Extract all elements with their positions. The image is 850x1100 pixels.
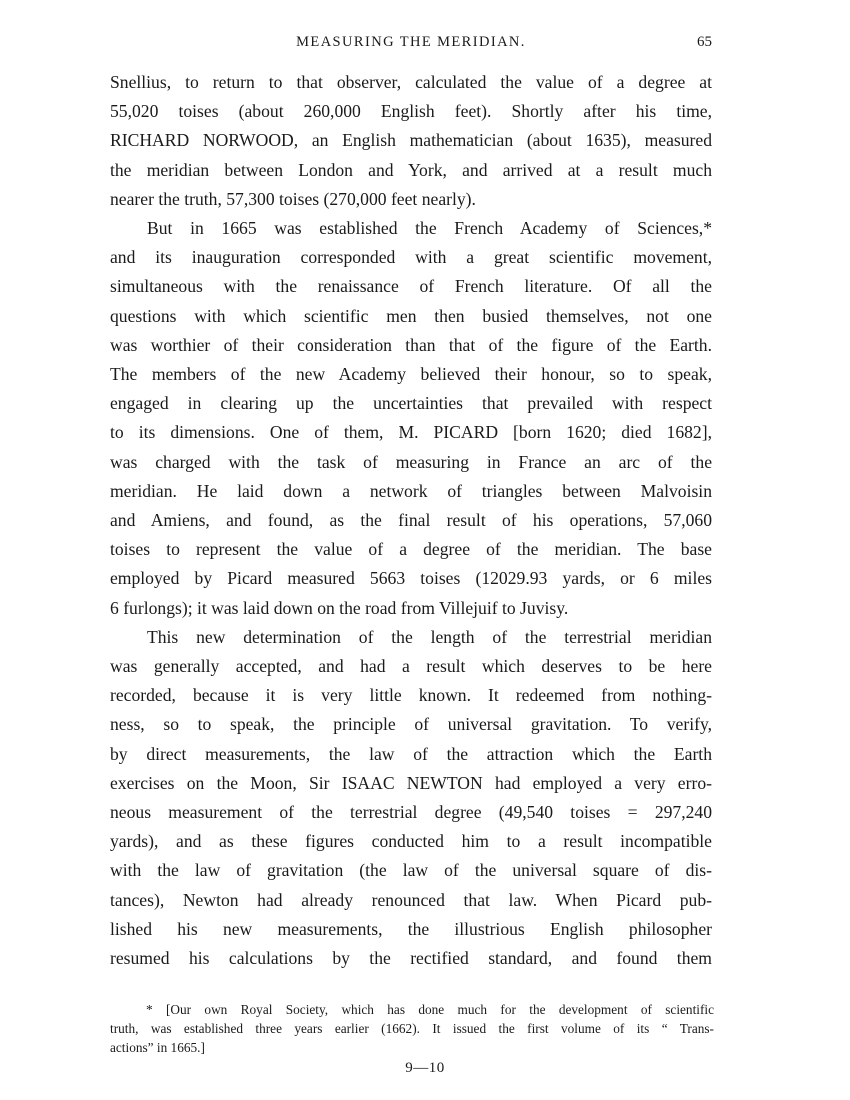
- text-line: and Amiens, and found, as the final result of his operations, 57,060: [110, 510, 712, 531]
- text-line: by direct measurements, the law of the attraction which the Earth: [110, 743, 712, 764]
- text-line: 6 furlongs); it was laid down on the road from Villejuif to Juvisy.: [110, 597, 569, 618]
- text-line: was worthier of their consideration than that of the figure of the Earth.: [110, 334, 712, 355]
- page-header: [110, 34, 712, 56]
- page-number: 65: [697, 34, 712, 50]
- text-line: engaged in clearing up the uncertainties that prevailed with respect: [110, 393, 712, 414]
- text-line: with the law of gravitation (the law of the universal square of dis-: [110, 860, 712, 881]
- text-line: tances), Newton had already renounced that law. When Picard pub-: [110, 889, 712, 910]
- text-line: simultaneous with the renaissance of French literature. Of all the: [110, 276, 712, 297]
- footnote: [110, 1000, 714, 1057]
- text-line: yards), and as these figures conducted him to a result incompatible: [110, 831, 712, 852]
- text-line: employed by Picard measured 5663 toises (12029.93 yards, or 6 miles: [110, 568, 712, 589]
- footnote-line: * [Our own Royal Society, which has done much for the development of scientific: [146, 1002, 714, 1017]
- paragraph-2: [110, 214, 712, 623]
- text-line: Snellius, to return to that observer, calculated the value of a degree at: [110, 72, 712, 92]
- printer-signature-mark: 9—10: [405, 1060, 445, 1076]
- text-line: recorded, because it is very little known. It redeemed from nothing-: [110, 685, 712, 706]
- body-text: [110, 68, 712, 973]
- text-line: neous measurement of the terrestrial degree (49,540 toises = 297,240: [110, 802, 712, 823]
- text-line: to its dimensions. One of them, M. PICARD [born 1620; died 1682],: [110, 422, 712, 443]
- text-line: was charged with the task of measuring in France an arc of the: [110, 451, 712, 472]
- text-line: ness, so to speak, the principle of universal gravitation. To verify,: [110, 714, 712, 735]
- text-line: 55,020 toises (about 260,000 English feet). Shortly after his time,: [110, 101, 712, 122]
- footnote-line: truth, was established three years earlier (1662). It issued the first volume of its “ Trans-: [110, 1021, 714, 1036]
- text-line: nearer the truth, 57,300 toises (270,000 feet nearly).: [110, 188, 476, 209]
- text-line: was generally accepted, and had a result which deserves to be here: [110, 656, 712, 677]
- text-line: lished his new measurements, the illustrious English philosopher: [110, 918, 712, 939]
- text-line: This new determination of the length of the terrestrial meridian: [147, 626, 712, 647]
- paragraph-1: [110, 68, 712, 214]
- text-line: questions with which scientific men then busied themselves, not one: [110, 305, 712, 326]
- text-line: and its inauguration corresponded with a great scientific movement,: [110, 247, 712, 268]
- running-title: MEASURING THE MERIDIAN.: [296, 34, 526, 50]
- text-line: RICHARD NORWOOD, an English mathematician (about 1635), measured: [110, 130, 712, 151]
- text-line: exercises on the Moon, Sir ISAAC NEWTON had employed a very erro-: [110, 772, 712, 793]
- text-line: resumed his calculations by the rectified standard, and found them: [110, 948, 712, 969]
- paragraph-3: [110, 623, 712, 973]
- text-line: toises to represent the value of a degree of the meridian. The base: [110, 539, 712, 560]
- text-line: But in 1665 was established the French Academy of Sciences,*: [147, 218, 712, 239]
- text-line: the meridian between London and York, and arrived at a result much: [110, 159, 712, 180]
- text-line: The members of the new Academy believed their honour, so to speak,: [110, 364, 712, 385]
- text-line: meridian. He laid down a network of triangles between Malvoisin: [110, 480, 712, 501]
- footnote-line: actions” in 1665.]: [110, 1040, 205, 1055]
